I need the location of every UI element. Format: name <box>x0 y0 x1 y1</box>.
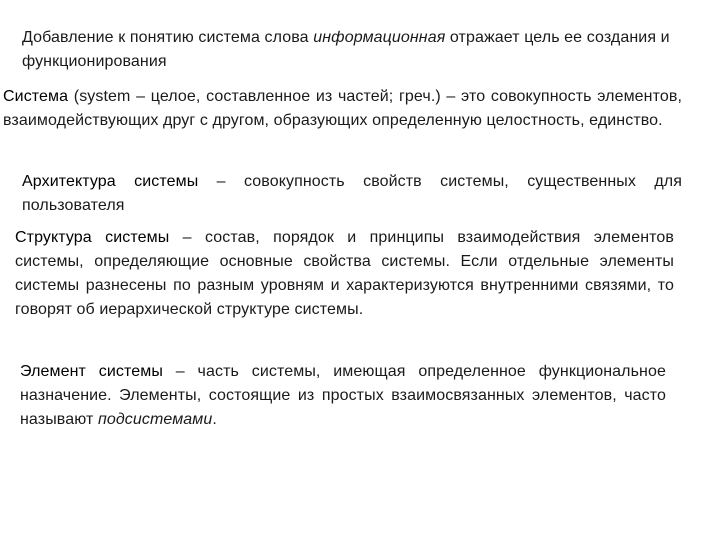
structure-definition-text: – состав, порядок и принципы взаимодействия элементов системы, определяющие основные свойства системы. Если отдельные элементы системы разнесены по разным уровням и характеризуются внутренними связями, то говорят об иерархической структуре системы. <box>15 229 674 318</box>
intro-italic-word: информационная <box>313 29 446 46</box>
architecture-definition-text: – совокупность свойств системы, существенных для пользователя <box>22 173 682 214</box>
architecture-term: Архитектура системы <box>22 173 199 190</box>
intro-text-after: отражает цель ее создания и функционирования <box>22 29 670 70</box>
system-definition <box>3 85 682 133</box>
intro-paragraph <box>22 26 682 74</box>
architecture-definition <box>22 170 682 218</box>
intro-text-before: Добавление к понятию система слова <box>22 29 314 46</box>
structure-term: Структура системы <box>15 229 170 246</box>
system-definition-text: (system – целое, составленное из частей; греч.) – это совокупность элементов, взаимодействующих друг с другом, образующих определенную целостность, единство. <box>3 88 682 129</box>
element-definition <box>20 360 666 432</box>
structure-definition <box>15 226 674 322</box>
element-term: Элемент системы <box>20 363 163 380</box>
element-definition-text: – часть системы, имеющая определенное функциональное назначение. Элементы, состоящие из простых взаимосвязанных элементов, часто называют <box>20 363 666 428</box>
element-definition-end: . <box>212 411 217 428</box>
system-term: Система <box>3 88 69 105</box>
subsystems-italic-word: подсистемами <box>97 411 213 428</box>
